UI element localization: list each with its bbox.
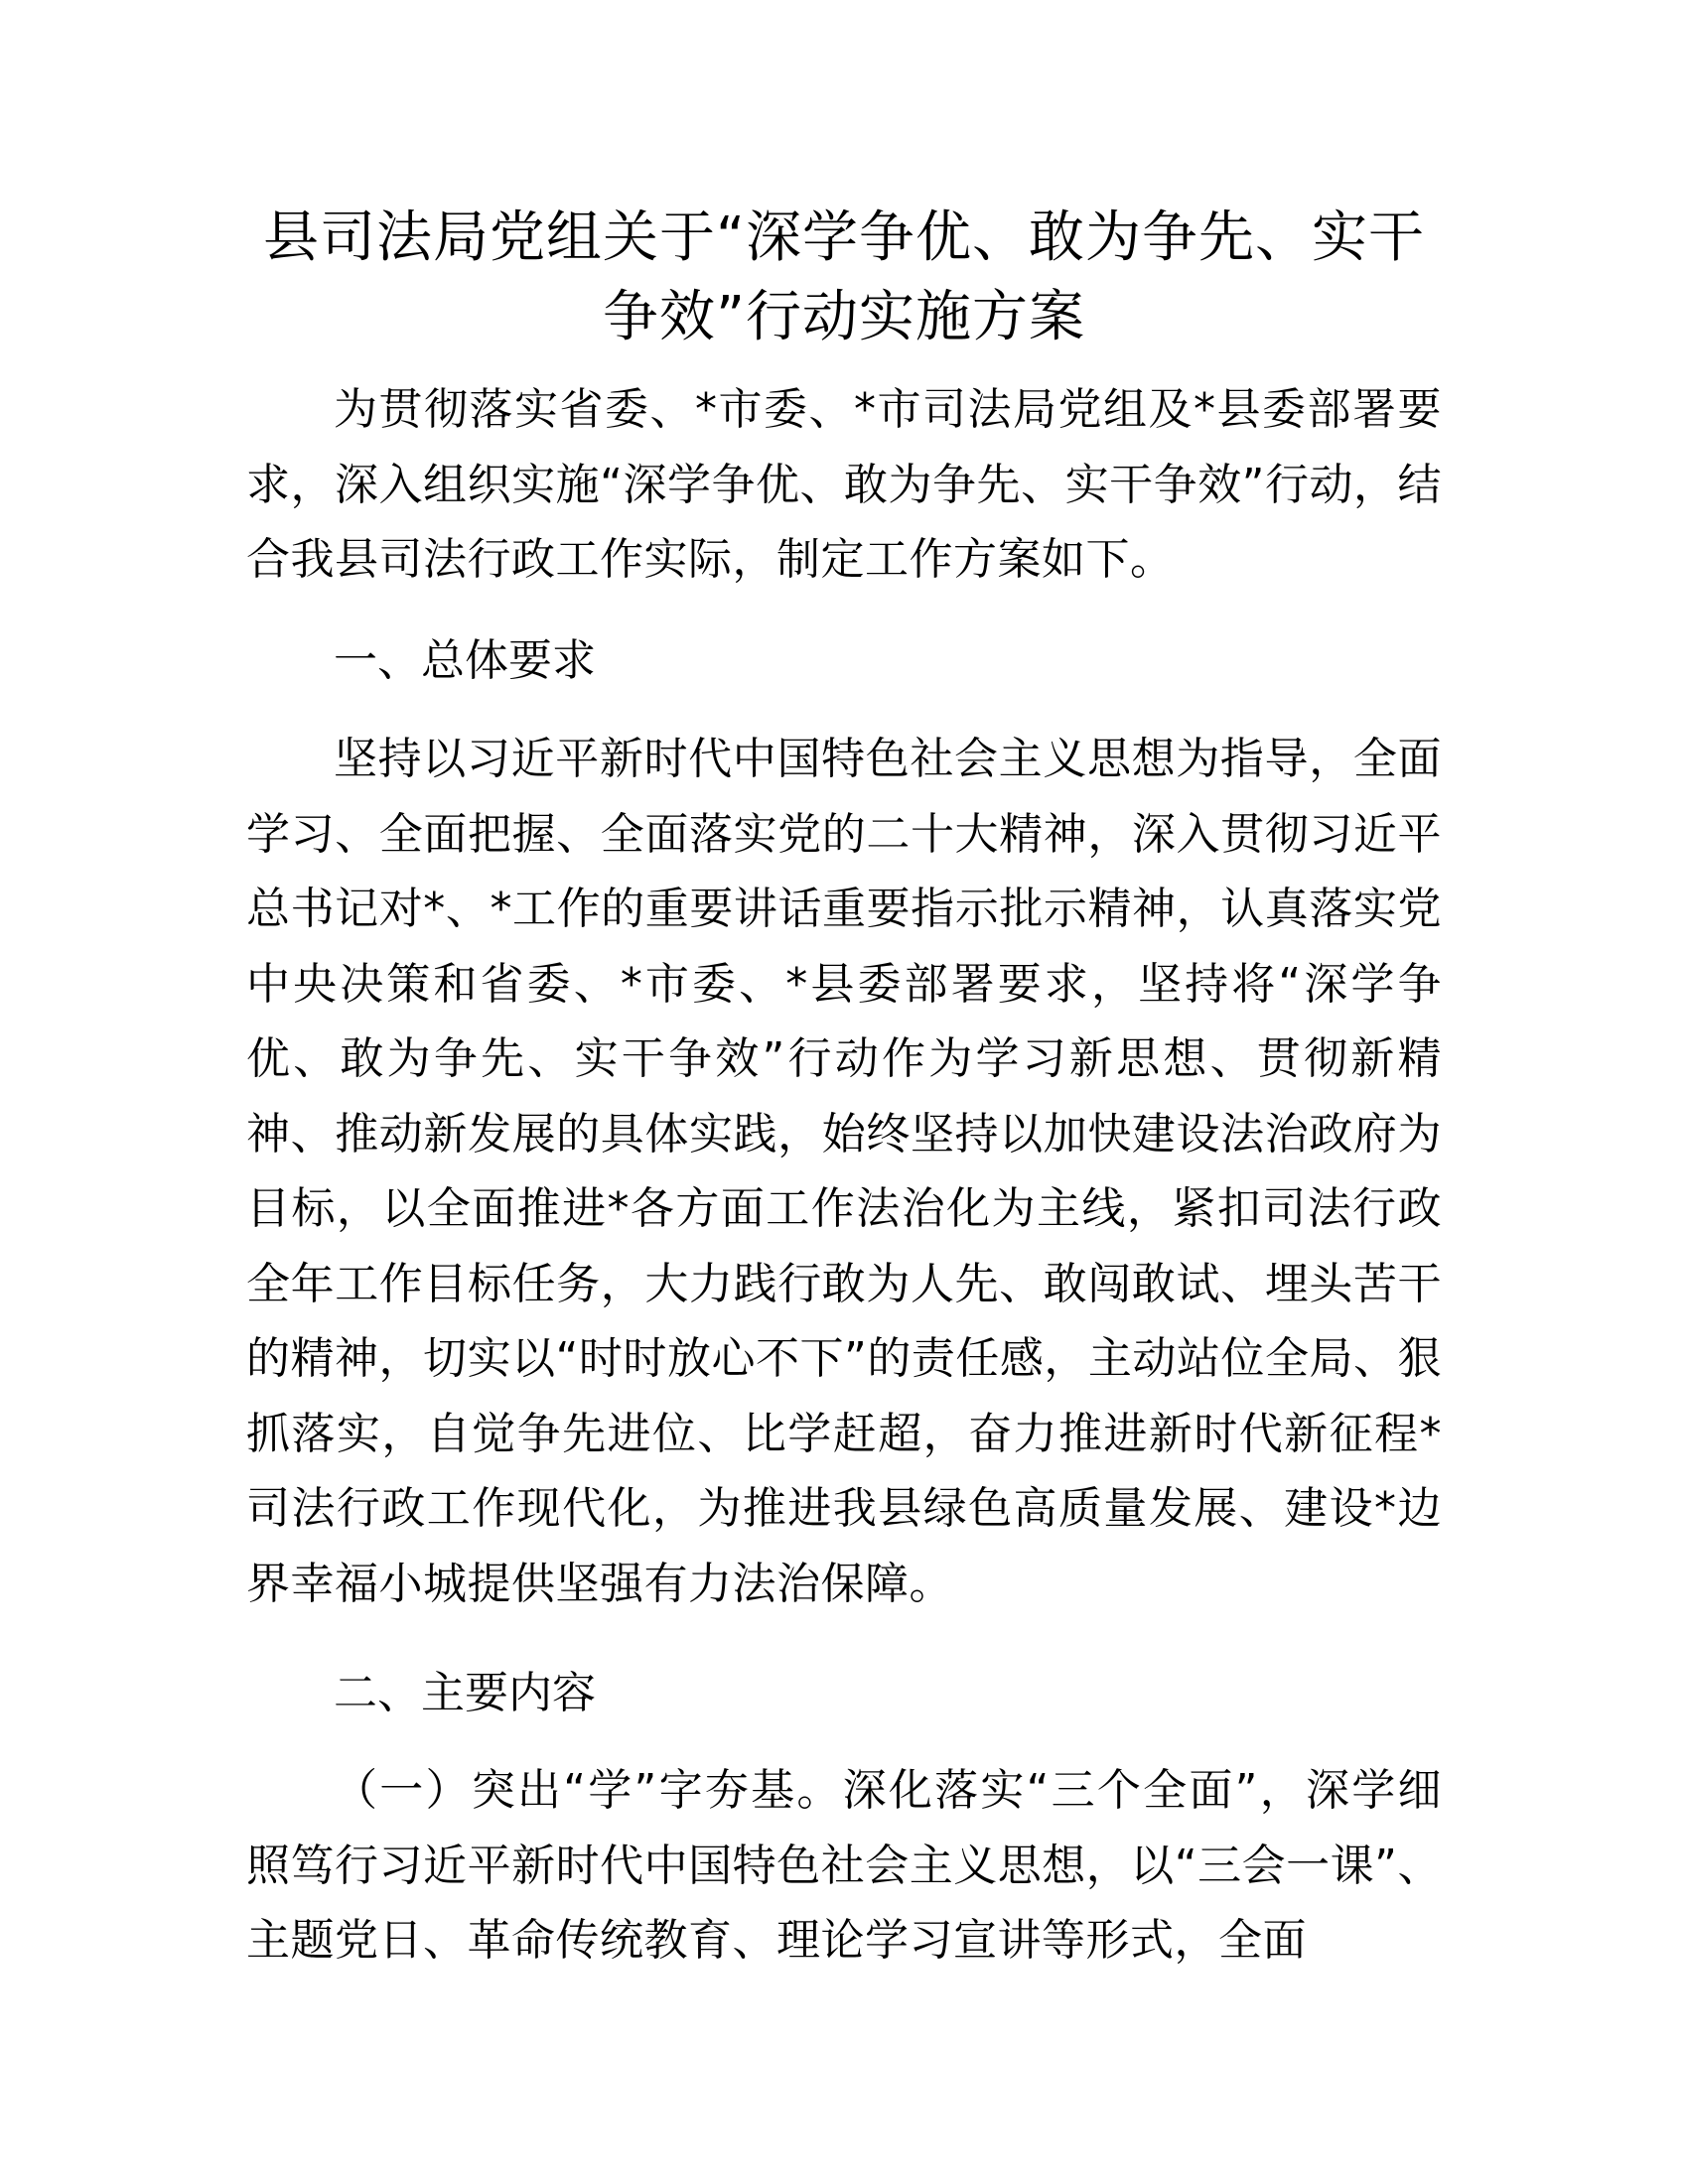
document-title: 县司法局党组关于“深学争优、敢为争先、实干争效”行动实施方案	[262, 205, 1425, 349]
section-heading-general-requirements: 一、总体要求	[334, 635, 596, 686]
general-requirements-paragraph: 坚持以习近平新时代中国特色社会主义思想为指导，全面学习、全面把握、全面落实党的二十大精神，深入贯彻习近平总书记对*、*工作的重要讲话重要指示批示精神，认真落实党中央决策和省委、*市委、*县委部署要求，坚持将“深学争优、敢为争先、实干争效”行动作为学习新思想、贯彻新精神、推动新发展的具体实践，始终坚持以加快建设法治政府为目标，以全面推进*各方面工作法治化为主线，紧扣司法行政全年工作目标任务，大力践行敢为人先、敢闯敢试、埋头苦干的精神，切实以“时时放心不下”的责任感，主动站位全局、狠抓落实，自觉争先进位、比学赶超，奋力推进新时代新征程*司法行政工作现代化，为推进我县绿色高质量发展、建设*边界幸福小城提供坚强有力法治保障。	[246, 734, 1442, 1609]
intro-paragraph: 为贯彻落实省委、*市委、*市司法局党组及*县委部署要求，深入组织实施“深学争优、敢为争先、实干争效”行动，结合我县司法行政工作实际，制定工作方案如下。	[246, 384, 1442, 585]
main-content-paragraph: （一）突出“学”字夯基。深化落实“三个全面”，深学细照笃行习近平新时代中国特色社会主义思想，以“三会一课”、主题党日、革命传统教育、理论学习宣讲等形式，全面	[246, 1765, 1442, 1966]
section-heading-main-content: 二、主要内容	[334, 1668, 596, 1718]
